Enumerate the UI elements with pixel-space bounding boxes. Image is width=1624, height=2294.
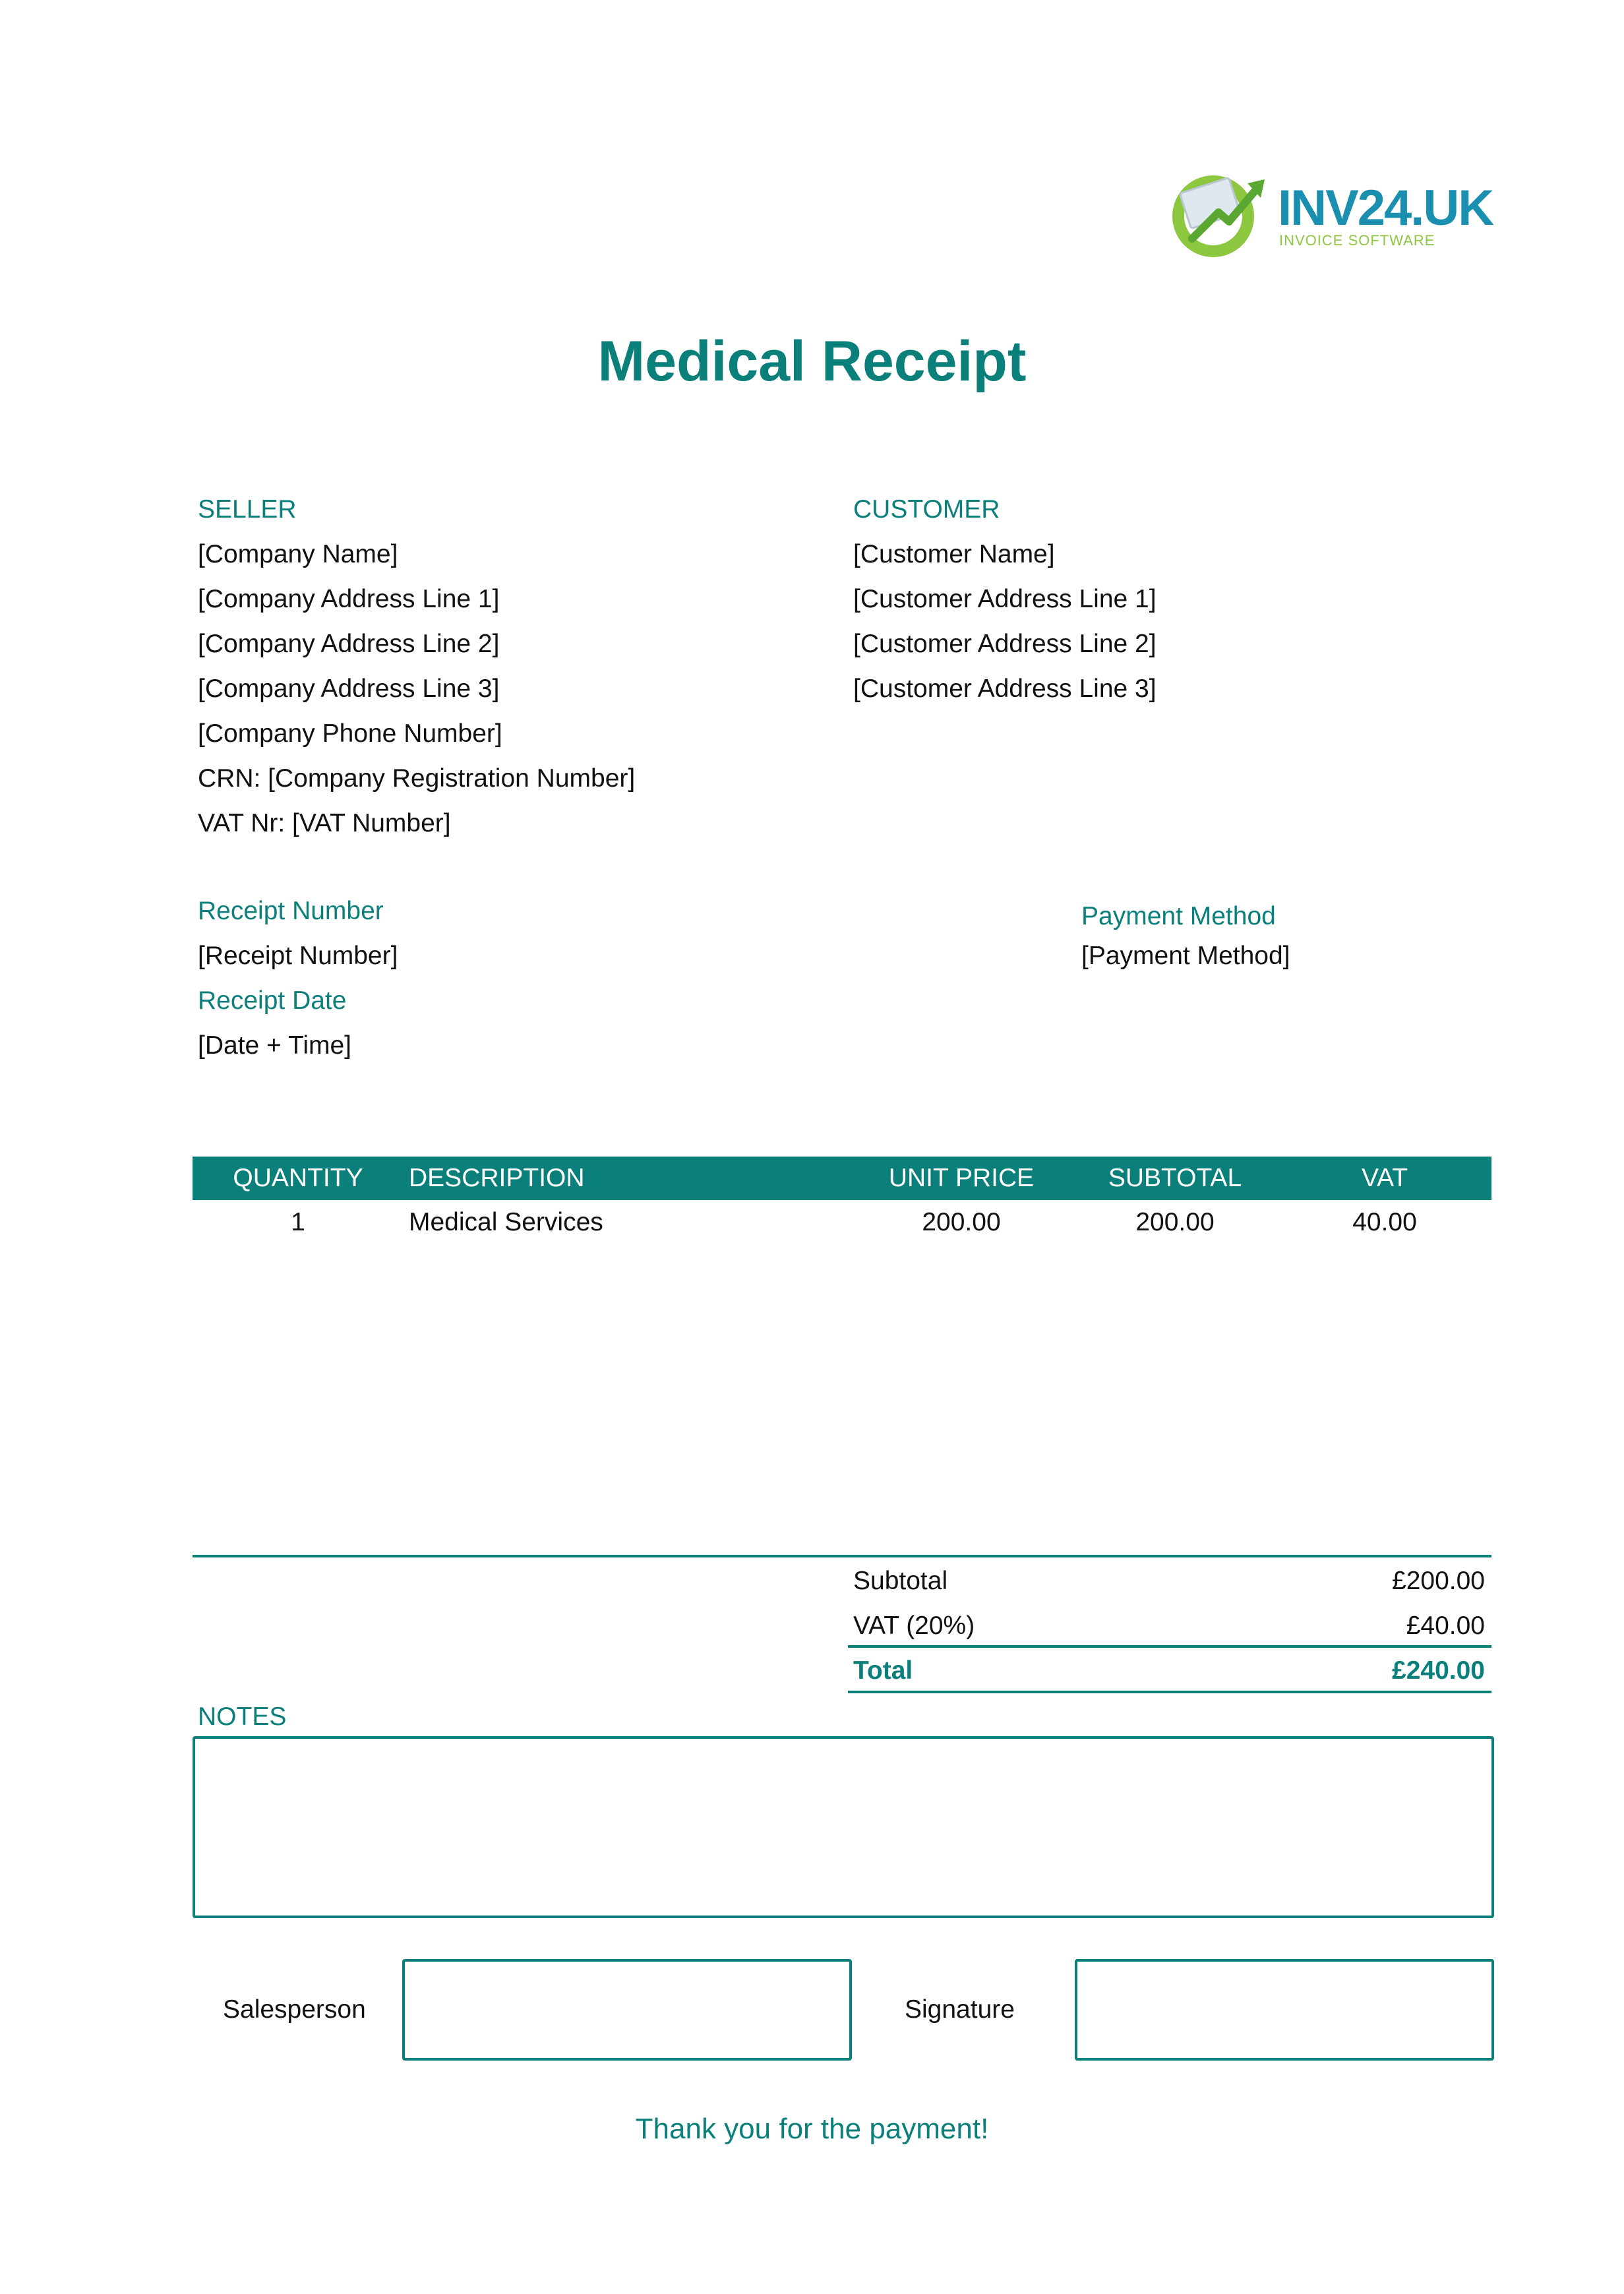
totals-divider <box>193 1555 1491 1557</box>
vat-value: £40.00 <box>1406 1612 1485 1640</box>
total-value: £240.00 <box>1392 1656 1485 1685</box>
customer-address-line-1: [Customer Address Line 1] <box>853 585 1157 613</box>
logo-brand-text: INV24.UK <box>1278 180 1493 236</box>
cell-vat: 40.00 <box>1352 1208 1417 1236</box>
page-title: Medical Receipt <box>597 330 1027 393</box>
seller-address-line-3: [Company Address Line 3] <box>198 675 500 703</box>
column-header-description: DESCRIPTION <box>409 1164 585 1192</box>
cell-subtotal: 200.00 <box>1135 1208 1215 1236</box>
thank-you-message: Thank you for the payment! <box>635 2113 989 2145</box>
seller-phone: [Company Phone Number] <box>198 719 502 748</box>
notes-field[interactable] <box>193 1736 1494 1918</box>
customer-name: [Customer Name] <box>853 540 1055 568</box>
column-header-unit-price: UNIT PRICE <box>888 1164 1035 1192</box>
signature-field[interactable] <box>1075 1959 1494 2061</box>
customer-address-line-2: [Customer Address Line 2] <box>853 630 1157 658</box>
cell-unit-price: 200.00 <box>922 1208 1001 1236</box>
payment-method-value: [Payment Method] <box>1081 942 1290 970</box>
column-header-subtotal: SUBTOTAL <box>1108 1164 1242 1192</box>
logo-mark-icon <box>1166 165 1271 264</box>
items-table-header <box>193 1157 1491 1200</box>
salesperson-label: Salesperson <box>223 1995 366 2024</box>
seller-vat-number: VAT Nr: [VAT Number] <box>198 809 451 837</box>
seller-address-line-1: [Company Address Line 1] <box>198 585 500 613</box>
cell-quantity: 1 <box>291 1208 305 1236</box>
company-logo <box>1166 165 1493 264</box>
payment-method-label: Payment Method <box>1081 902 1276 930</box>
seller-heading: SELLER <box>198 495 297 524</box>
notes-label: NOTES <box>198 1703 287 1731</box>
vat-label: VAT (20%) <box>853 1612 975 1640</box>
column-header-vat: VAT <box>1361 1164 1408 1192</box>
total-label: Total <box>853 1656 913 1685</box>
cell-description: Medical Services <box>409 1208 603 1236</box>
customer-heading: CUSTOMER <box>853 495 1000 524</box>
logo-tagline: INVOICE SOFTWARE <box>1279 232 1435 249</box>
seller-company-name: [Company Name] <box>198 540 398 568</box>
receipt-date-label: Receipt Date <box>198 986 347 1015</box>
seller-address-line-2: [Company Address Line 2] <box>198 630 500 658</box>
seller-crn: CRN: [Company Registration Number] <box>198 764 636 793</box>
total-divider-bottom <box>848 1691 1491 1693</box>
salesperson-field[interactable] <box>402 1959 852 2061</box>
total-divider-top <box>848 1645 1491 1648</box>
receipt-number-value: [Receipt Number] <box>198 942 398 970</box>
signature-label: Signature <box>905 1995 1015 2024</box>
receipt-number-label: Receipt Number <box>198 897 384 925</box>
subtotal-value: £200.00 <box>1392 1567 1485 1595</box>
subtotal-label: Subtotal <box>853 1567 948 1595</box>
customer-address-line-3: [Customer Address Line 3] <box>853 675 1157 703</box>
receipt-date-value: [Date + Time] <box>198 1031 352 1060</box>
column-header-quantity: QUANTITY <box>233 1164 363 1192</box>
